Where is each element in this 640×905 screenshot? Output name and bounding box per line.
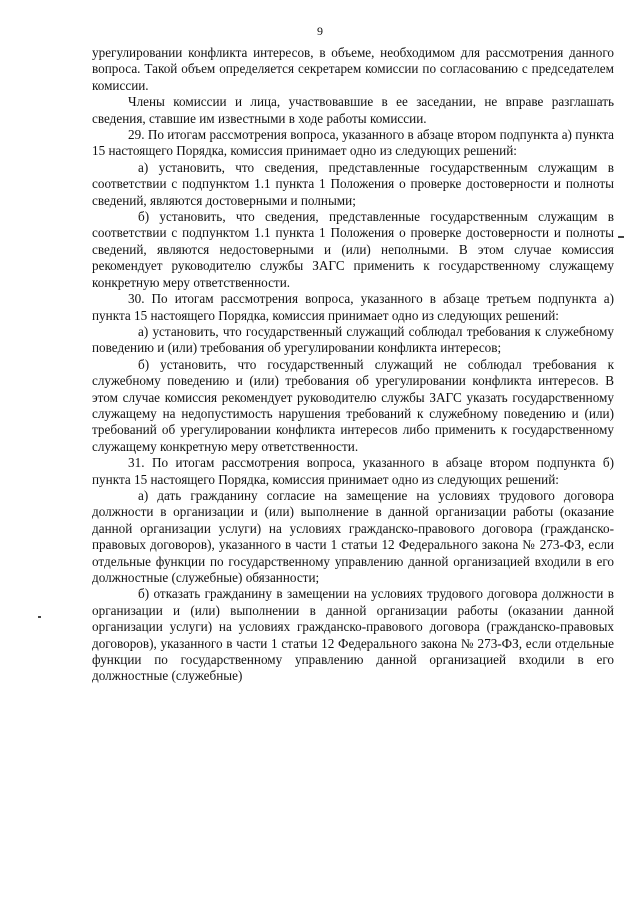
subparagraph: а) установить, что сведения, представленные государственным служащим в соответствии с подпунктом 1.1 пункта 1 Положения о проверке достоверности и полноты сведений, являются достоверными и полными; [92,159,614,208]
scan-mark [618,236,624,238]
subparagraph: б) отказать гражданину в замещении на условиях трудового договора должности в организации и (или) выполнении в данной организации работы (оказании данной организации услуги) на условиях гражданско-правового договора (гражданско-правовых договоров), указанного в части 1 статьи 12 Федерального закона № 273-ФЗ, если отдельные функции по государственному управлению данной организацией входили в его должностные (служебные) [92,586,614,684]
paragraph-clause-31: 31. По итогам рассмотрения вопроса, указанного в абзаце втором подпункта б) пункта 15 настоящего Порядка, комиссия принимает одно из следующих решений: [92,455,614,487]
scan-mark [38,616,41,618]
subparagraph: б) установить, что сведения, представленные государственным служащим в соответствии с подпунктом 1.1 пункта 1 Положения о проверке достоверности и полноты сведений, являются недостоверными и (или) неполными. В этом случае комиссия рекомендует руководителю службы ЗАГС применить к государственному служащему конкретную меру ответственности. [92,209,614,290]
document-body [92,45,614,685]
paragraph-clause-30: 30. По итогам рассмотрения вопроса, указанного в абзаце третьем подпункта а) пункта 15 настоящего Порядка, комиссия принимает одно из следующих решений: [92,291,614,323]
subparagraph: б) установить, что государственный служащий не соблюдал требования к служебному поведению и (или) требования об урегулировании конфликта интересов. В этом случае комиссия рекомендует руководителю службы ЗАГС указать государственному служащему на недопустимость нарушения требований к служебному поведению и (или) требований об урегулировании конфликта интересов либо применить к государственному служащему конкретную меру ответственности. [92,356,614,454]
paragraph: Члены комиссии и лица, участвовавшие в ее заседании, не вправе разглашать сведения, ставшие им известными в ходе работы комиссии. [92,94,614,126]
page-number: 9 [317,24,323,38]
paragraph: урегулировании конфликта интересов, в объеме, необходимом для рассмотрения данного вопроса. Такой объем определяется секретарем комиссии по согласованию с председателем комиссии. [92,45,614,93]
subparagraph: а) дать гражданину согласие на замещение на условиях трудового договора должности в организации и (или) выполнение в данной организации работы (оказание данной организации услуги) на условиях гражданско-правового договора (гражданско-правовых договоров), указанного в части 1 статьи 12 Федерального закона № 273-ФЗ, если отдельные функции по государственному управлению данной организацией входили в его должностные (служебные) обязанности; [92,487,614,585]
paragraph-clause-29: 29. По итогам рассмотрения вопроса, указанного в абзаце втором подпункта а) пункта 15 настоящего Порядка, комиссия принимает одно из следующих решений: [92,127,614,159]
subparagraph: а) установить, что государственный служащий соблюдал требования к служебному поведению и (или) требования об урегулировании конфликта интересов; [92,323,614,356]
